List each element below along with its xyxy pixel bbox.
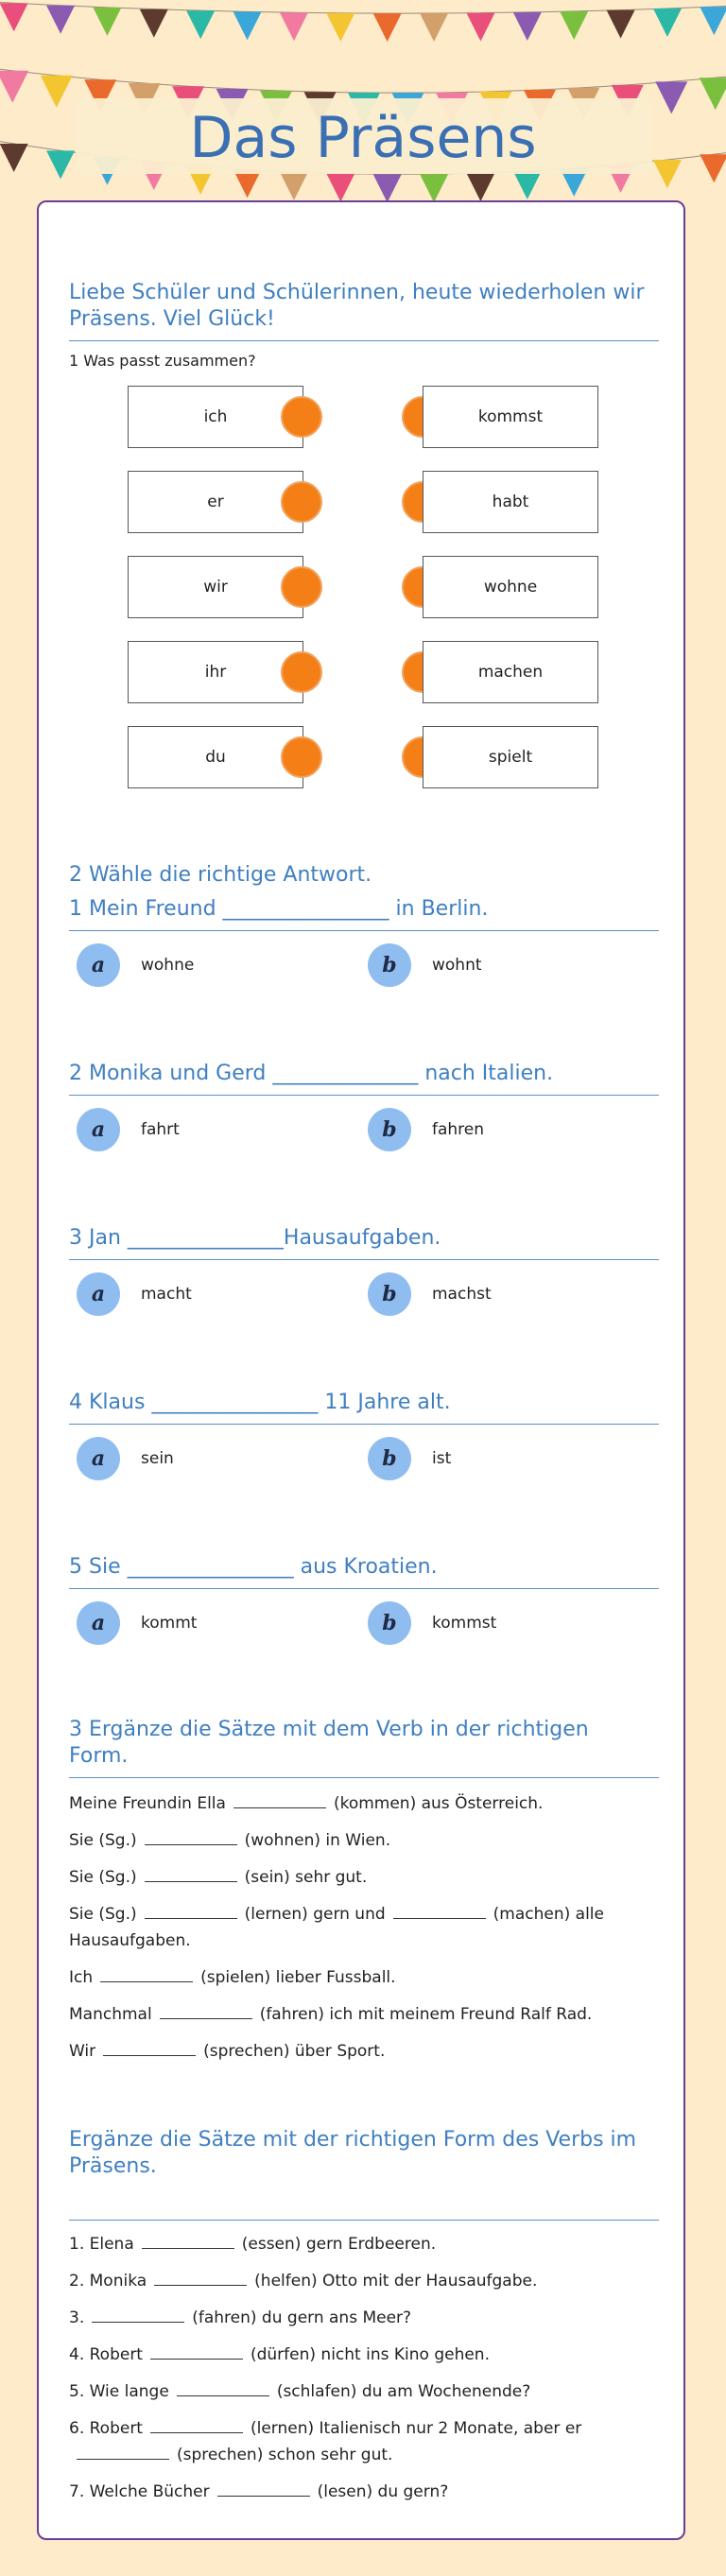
bunting-flag	[513, 12, 542, 41]
bunting-flag	[466, 13, 494, 42]
sentence-text: Sie (Sg.)	[69, 1868, 137, 1887]
option-text: ist	[432, 1449, 452, 1468]
question-text: 3 Jan _______________Hausaufgaben.	[69, 1226, 441, 1250]
bunting-flag	[373, 13, 402, 42]
answer-blank[interactable]	[233, 1792, 326, 1808]
sentence-line	[69, 2378, 665, 2405]
sentence-line	[69, 2305, 665, 2331]
bunting-flag	[280, 12, 308, 41]
sentence-text: 1. Elena	[69, 2235, 134, 2254]
sentence-line	[69, 1864, 665, 1891]
option-text: wohne	[141, 956, 195, 975]
bunting-flag	[420, 174, 448, 202]
answer-option-a[interactable]	[77, 1435, 174, 1482]
answer-blank[interactable]	[142, 2233, 234, 2249]
sentence-text: Sie (Sg.)	[69, 1905, 137, 1924]
sentence-text: (spielen) lieber Fussball.	[200, 1968, 396, 1987]
match-right-box: wohne	[423, 556, 598, 618]
bunting-flag	[93, 8, 121, 36]
option-letter-b: b	[368, 1601, 411, 1645]
answer-option-a[interactable]	[77, 942, 194, 989]
answer-option-a[interactable]	[77, 1599, 197, 1647]
sentence-text: (lesen) du gern?	[317, 2482, 449, 2501]
sentence-text: (sprechen) über Sport.	[203, 2042, 386, 2061]
option-letter-a: a	[77, 1272, 120, 1316]
sentence-text: 7. Welche Bücher	[69, 2482, 210, 2501]
bunting-flag	[186, 10, 215, 39]
bunting-flag	[0, 71, 28, 103]
bunting-flag	[233, 11, 262, 40]
match-right-box: kommst	[423, 386, 598, 448]
bunting-flag	[560, 11, 588, 40]
fill2-heading: Ergänze die Sätze mit der richtigen Form des Verbs im Präsens.	[69, 2128, 637, 2178]
option-letter-a: a	[77, 1437, 120, 1480]
match-right-box: spielt	[423, 726, 598, 788]
sentence-text: 5. Wie lange	[69, 2382, 169, 2401]
bunting-flag	[280, 172, 308, 200]
answer-blank[interactable]	[160, 2003, 252, 2019]
match-left-box: er	[128, 471, 303, 533]
answer-blank[interactable]	[92, 2307, 184, 2323]
match-question: 1 Was passt zusammen?	[69, 352, 256, 370]
sentence-text: Sie (Sg.)	[69, 1831, 137, 1850]
bunting-flag	[326, 13, 354, 42]
question-text: 5 Sie ________________ aus Kroatien.	[69, 1555, 438, 1579]
match-left-box: wir	[128, 556, 303, 618]
sentence-text: (dürfen) nicht ins Kino gehen.	[250, 2345, 490, 2364]
divider	[69, 2220, 659, 2221]
bunting-flag	[466, 173, 494, 201]
option-text: machst	[432, 1285, 492, 1304]
option-text: fahren	[432, 1120, 485, 1139]
sentence-text: (essen) gern Erdbeeren.	[241, 2235, 437, 2254]
sentence-text: Manchmal	[69, 2005, 152, 2024]
worksheet-card	[37, 200, 685, 2540]
match-left-connector[interactable]	[281, 396, 322, 438]
bunting-flag	[607, 10, 635, 39]
sentence-text: 3.	[69, 2308, 85, 2327]
answer-blank[interactable]	[145, 1866, 237, 1882]
sentence-line	[69, 2001, 665, 2028]
option-letter-a: a	[77, 943, 120, 987]
match-left-connector[interactable]	[281, 651, 322, 693]
divider	[69, 1259, 659, 1260]
answer-option-b[interactable]	[368, 1599, 496, 1647]
page-title: Das Präsens	[189, 105, 537, 171]
option-letter-b: b	[368, 1108, 411, 1151]
answer-blank[interactable]	[100, 1966, 193, 1982]
answer-option-b[interactable]	[368, 942, 482, 989]
answer-blank[interactable]	[145, 1829, 237, 1845]
divider	[69, 1588, 659, 1589]
match-right-box: machen	[423, 641, 598, 703]
option-letter-b: b	[368, 1272, 411, 1316]
option-text: fahrt	[141, 1120, 180, 1139]
sentence-text: Meine Freundin Ella	[69, 1794, 226, 1813]
answer-blank[interactable]	[393, 1903, 486, 1919]
bunting-flag	[373, 174, 402, 202]
sentence-text: (lernen) Italienisch nur 2 Monate, aber er	[250, 2419, 582, 2438]
option-letter-b: b	[368, 1437, 411, 1480]
option-text: macht	[141, 1285, 192, 1304]
sentence-text: (fahren) du gern ans Meer?	[192, 2308, 412, 2327]
answer-blank[interactable]	[150, 2417, 243, 2433]
sentence-text: 2. Monika	[69, 2272, 147, 2291]
answer-blank[interactable]	[103, 2040, 196, 2056]
answer-blank[interactable]	[177, 2380, 269, 2396]
sentence-text: 6. Robert	[69, 2419, 143, 2438]
sentence-line	[69, 1964, 665, 1991]
sentence-text: Ich	[69, 1968, 94, 1987]
option-letter-a: a	[77, 1601, 120, 1645]
match-left-box: du	[128, 726, 303, 788]
question-text: 1 Mein Freund ________________ in Berlin.	[69, 897, 489, 921]
sentence-text: 4. Robert	[69, 2345, 143, 2364]
sentence-line	[69, 1790, 665, 1817]
sentence-text: (kommen) aus Österreich.	[333, 1794, 544, 1813]
divider	[69, 340, 659, 341]
answer-blank[interactable]	[217, 2481, 310, 2497]
option-text: kommt	[141, 1614, 198, 1633]
bunting-flag	[326, 174, 354, 202]
option-text: sein	[141, 1449, 174, 1468]
answer-option-a[interactable]	[77, 1271, 192, 1318]
sentence-text: Wir	[69, 2042, 96, 2061]
bunting-flag	[700, 7, 726, 35]
match-left-box: ihr	[128, 641, 303, 703]
answer-blank[interactable]	[145, 1903, 237, 1919]
sentence-line	[69, 2415, 665, 2468]
divider	[69, 1424, 659, 1425]
option-text: wohnt	[432, 956, 482, 975]
fill1-heading: 3 Ergänze die Sätze mit dem Verb in der richtigen Form.	[69, 1718, 589, 1768]
sentence-text: (wohnen) in Wien.	[244, 1831, 391, 1850]
match-left-connector[interactable]	[281, 736, 322, 778]
sentence-line	[69, 2268, 665, 2294]
sentence-line	[69, 2342, 665, 2368]
divider	[69, 1777, 659, 1778]
sentence-text: (sprechen) schon sehr gut.	[177, 2446, 393, 2464]
question-text: 4 Klaus ________________ 11 Jahre alt.	[69, 1391, 451, 1414]
sentence-text: (lernen) gern und	[244, 1905, 386, 1924]
option-letter-b: b	[368, 943, 411, 987]
bunting-flag	[140, 9, 168, 38]
sentence-text: (schlafen) du am Wochenende?	[276, 2382, 531, 2401]
answer-option-b[interactable]	[368, 1271, 492, 1318]
bunting-flag	[420, 13, 448, 42]
answer-blank[interactable]	[77, 2444, 169, 2460]
match-left-box: ich	[128, 386, 303, 448]
answer-blank[interactable]	[154, 2270, 247, 2286]
sentence-text: (machen) alle Hausaufgaben.	[69, 1905, 604, 1950]
answer-option-a[interactable]	[77, 1106, 180, 1153]
choice-heading: 2 Wähle die richtige Antwort.	[69, 863, 372, 887]
sentence-line	[69, 1827, 665, 1854]
divider	[69, 930, 659, 931]
match-right-box: habt	[423, 471, 598, 533]
sentence-line	[69, 2479, 665, 2505]
bunting-flag	[46, 6, 75, 34]
option-letter-a: a	[77, 1108, 120, 1151]
match-left-connector[interactable]	[281, 481, 322, 523]
sentence-text: (helfen) Otto mit der Hausaufgabe.	[254, 2272, 538, 2291]
answer-option-b[interactable]	[368, 1106, 484, 1153]
answer-blank[interactable]	[150, 2343, 243, 2360]
bunting-flag	[0, 3, 28, 31]
sentence-line	[69, 2038, 665, 2065]
sentence-line	[69, 1901, 665, 1954]
match-left-connector[interactable]	[281, 566, 322, 608]
bunting-flag	[653, 9, 682, 37]
answer-option-b[interactable]	[368, 1435, 451, 1482]
sentence-line	[69, 2231, 665, 2257]
intro-text: Liebe Schüler und Schülerinnen, heute wiederholen wir Präsens. Viel Glück!	[69, 281, 645, 331]
divider	[69, 1095, 659, 1096]
option-text: kommst	[432, 1614, 497, 1633]
sentence-text: (sein) sehr gut.	[244, 1868, 368, 1887]
sentence-text: (fahren) ich mit meinem Freund Ralf Rad.	[259, 2005, 593, 2024]
question-text: 2 Monika und Gerd ______________ nach Italien.	[69, 1062, 554, 1085]
